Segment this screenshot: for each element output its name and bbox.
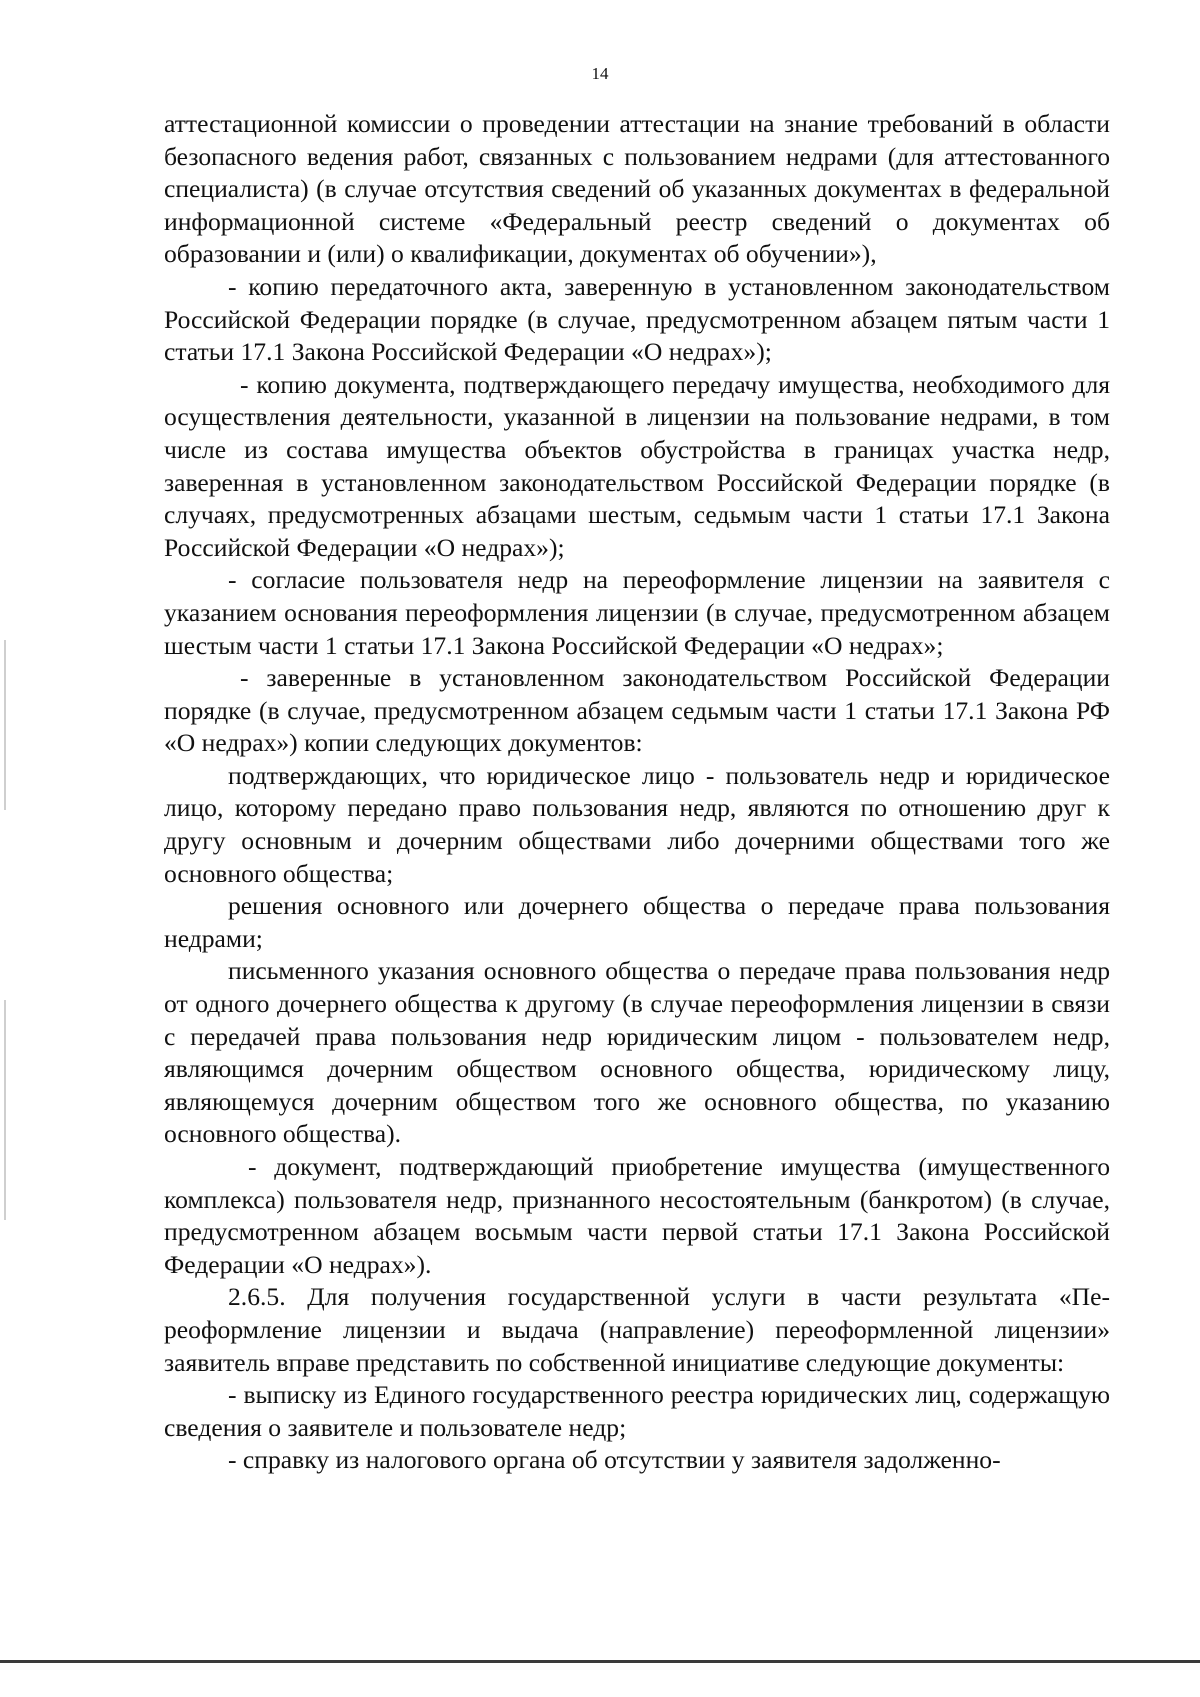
paragraph-confirming: подтверждающих, что юридическое лицо - пользователь недр и юридическое лицо, которому передано право пользования недр, являются по отношению друг к другу основным и дочерним обществами либо дочерними обществами того же основного общества;: [164, 760, 1110, 888]
page-number: 14: [591, 64, 609, 83]
scan-bottom-edge: [0, 1660, 1200, 1663]
paragraph-user-consent: - согласие пользователя недр на переоформление лицензии на заявителя с указанием основания переоформления лицензии (в случае, предусмотренном абзацем шестым части 1 статьи 17.1 Закона Российской Федерации «О недрах»;: [164, 565, 1110, 660]
paragraph-certified-copies: - заверенные в установленном законодательством Российской Федерации порядке (в случае, предусмотренном абзацем седьмым части 1 статьи 17.1 Закона РФ «О недрах») копии следующих документов:: [164, 663, 1110, 758]
paragraph-decision: решения основного или дочернего общества о передаче права пользования недрами;: [164, 891, 1110, 953]
paragraph-written-instruction: письменного указания основного общества о передаче права пользования недр от одного дочернего общества к другому (в случае переоформления лицензии в связи с передачей права пользования недр юридическим лицом - пользователем недр, являющимся дочерним обществом основного общества, юридическому лицу, являющемуся дочерним обществом того же основного общества, по указанию основного общества).: [164, 956, 1110, 1149]
paragraph-2-6-5: 2.6.5. Для получения государственной услуги в части результата «Переоформление лицензии и выдача (направление) переоформленной лицензии» заявитель вправе представить по собственной инициативе следующие документы:: [164, 1282, 1110, 1377]
paragraph-property-transfer: - копию документа, подтверждающего передачу имущества, необходимого для осуществления деятельности, указанной в лицензии на пользование недрами, в том числе из состава имущества объектов обустройства в границах участка недр, заверенная в установленном законодательством Российской Федерации порядке (в случаях, предусмотренных абзацами шестым, седьмым части 1 статьи 17.1 Закона Российской Федерации «О недрах»);: [164, 369, 1110, 562]
paragraph-tax-certificate: - справку из налогового органа об отсутствии у заявителя задолженно-: [228, 1445, 1001, 1475]
paragraph-attestation: аттестационной комиссии о проведении аттестации на знание требований в области безопасного ведения работ, связанных с пользованием недрами (для аттестованного специалиста) (в случае отсутствия сведений об указанных документах в федеральной информационной системе «Федеральный реестр сведений о документах об образовании и (или) о квалификации, документах об обучении»),: [164, 109, 1110, 269]
scan-edge-mark: [4, 1000, 6, 1220]
scan-edge-mark: [4, 640, 6, 810]
paragraph-bankrupt-property: - документ, подтверждающий приобретение имущества (имущественного комплекса) пользователя недр, признанного несостоятельным (банкротом) (в случае, предусмотренном абзацем восьмым части первой статьи 17.1 Закона Российской Федерации «О недрах»).: [164, 1152, 1110, 1279]
document-body: [164, 108, 1110, 1477]
paragraph-egrul-extract: - выписку из Единого государственного реестра юридических лиц, содержащую сведения о заявителе и пользователе недр;: [164, 1380, 1110, 1442]
paragraph-transfer-act: - копию передаточного акта, заверенную в установленном законодательством Российской Федерации порядке (в случае, предусмотренном абзацем пятым части 1 статьи 17.1 Закона Российской Федерации «О недрах»);: [164, 271, 1110, 367]
